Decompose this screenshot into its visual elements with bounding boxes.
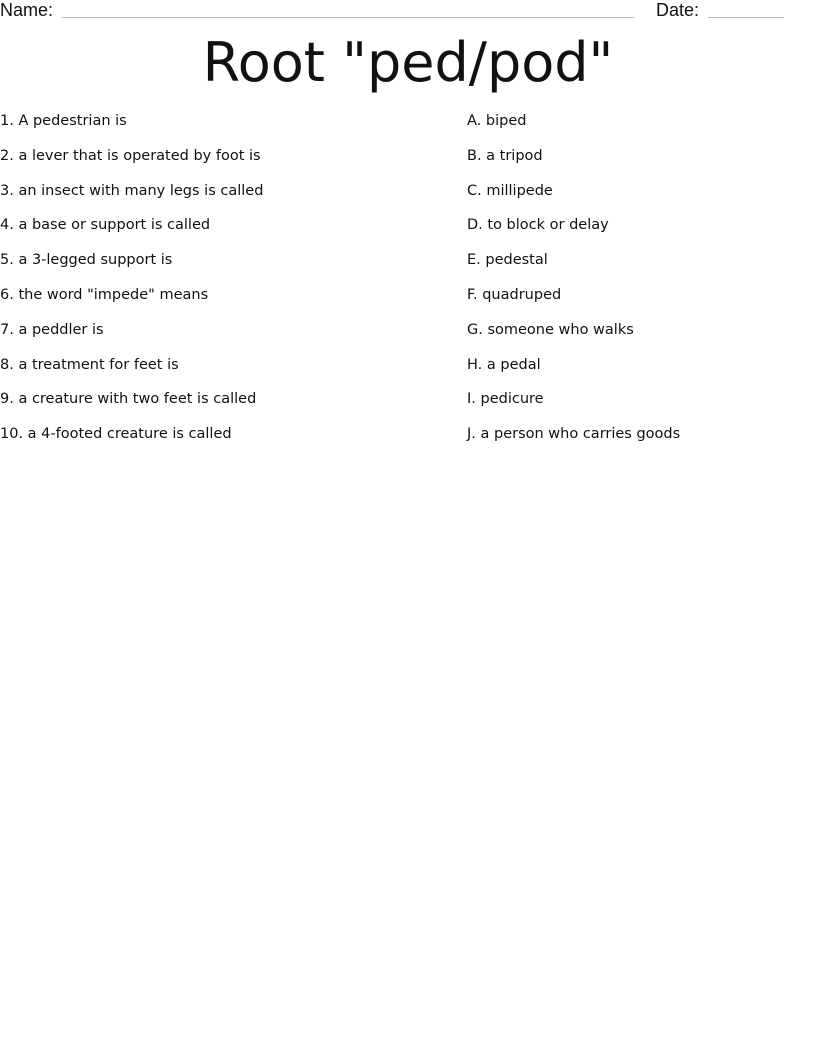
answer-item: B. a tripod xyxy=(467,147,543,164)
answer-item: F. quadruped xyxy=(467,286,562,303)
answer-item: C. millipede xyxy=(467,182,553,199)
page-title: Root "ped/pod" xyxy=(202,31,614,94)
question-item: 10. a 4-footed creature is called xyxy=(0,426,232,443)
question-item: 7. a peddler is xyxy=(0,321,104,338)
answer-item: J. a person who carries goods xyxy=(467,426,681,443)
answer-item: A. biped xyxy=(467,113,527,129)
answer-item: G. someone who walks xyxy=(467,321,634,338)
questions-list xyxy=(0,111,440,459)
name-label: Name: xyxy=(0,0,54,20)
answer-item: I. pedicure xyxy=(467,391,544,408)
answer-item: E. pedestal xyxy=(467,252,548,269)
date-label: Date: xyxy=(656,0,700,20)
question-item: 9. a creature with two feet is called xyxy=(0,391,257,408)
date-field-line[interactable] xyxy=(708,17,784,18)
question-item: 6. the word "impede" means xyxy=(0,286,209,303)
question-item: 5. a 3-legged support is xyxy=(0,252,173,269)
worksheet-header xyxy=(0,0,816,24)
name-field-line[interactable] xyxy=(62,17,634,18)
question-item: 4. a base or support is called xyxy=(0,217,211,234)
question-item: 2. a lever that is operated by foot is xyxy=(0,147,261,164)
answers-list xyxy=(467,111,807,459)
answer-item: D. to block or delay xyxy=(467,217,609,234)
answer-item: H. a pedal xyxy=(467,356,541,373)
question-item: 3. an insect with many legs is called xyxy=(0,182,264,199)
question-item: 1. A pedestrian is xyxy=(0,113,127,129)
question-item: 8. a treatment for feet is xyxy=(0,356,179,373)
